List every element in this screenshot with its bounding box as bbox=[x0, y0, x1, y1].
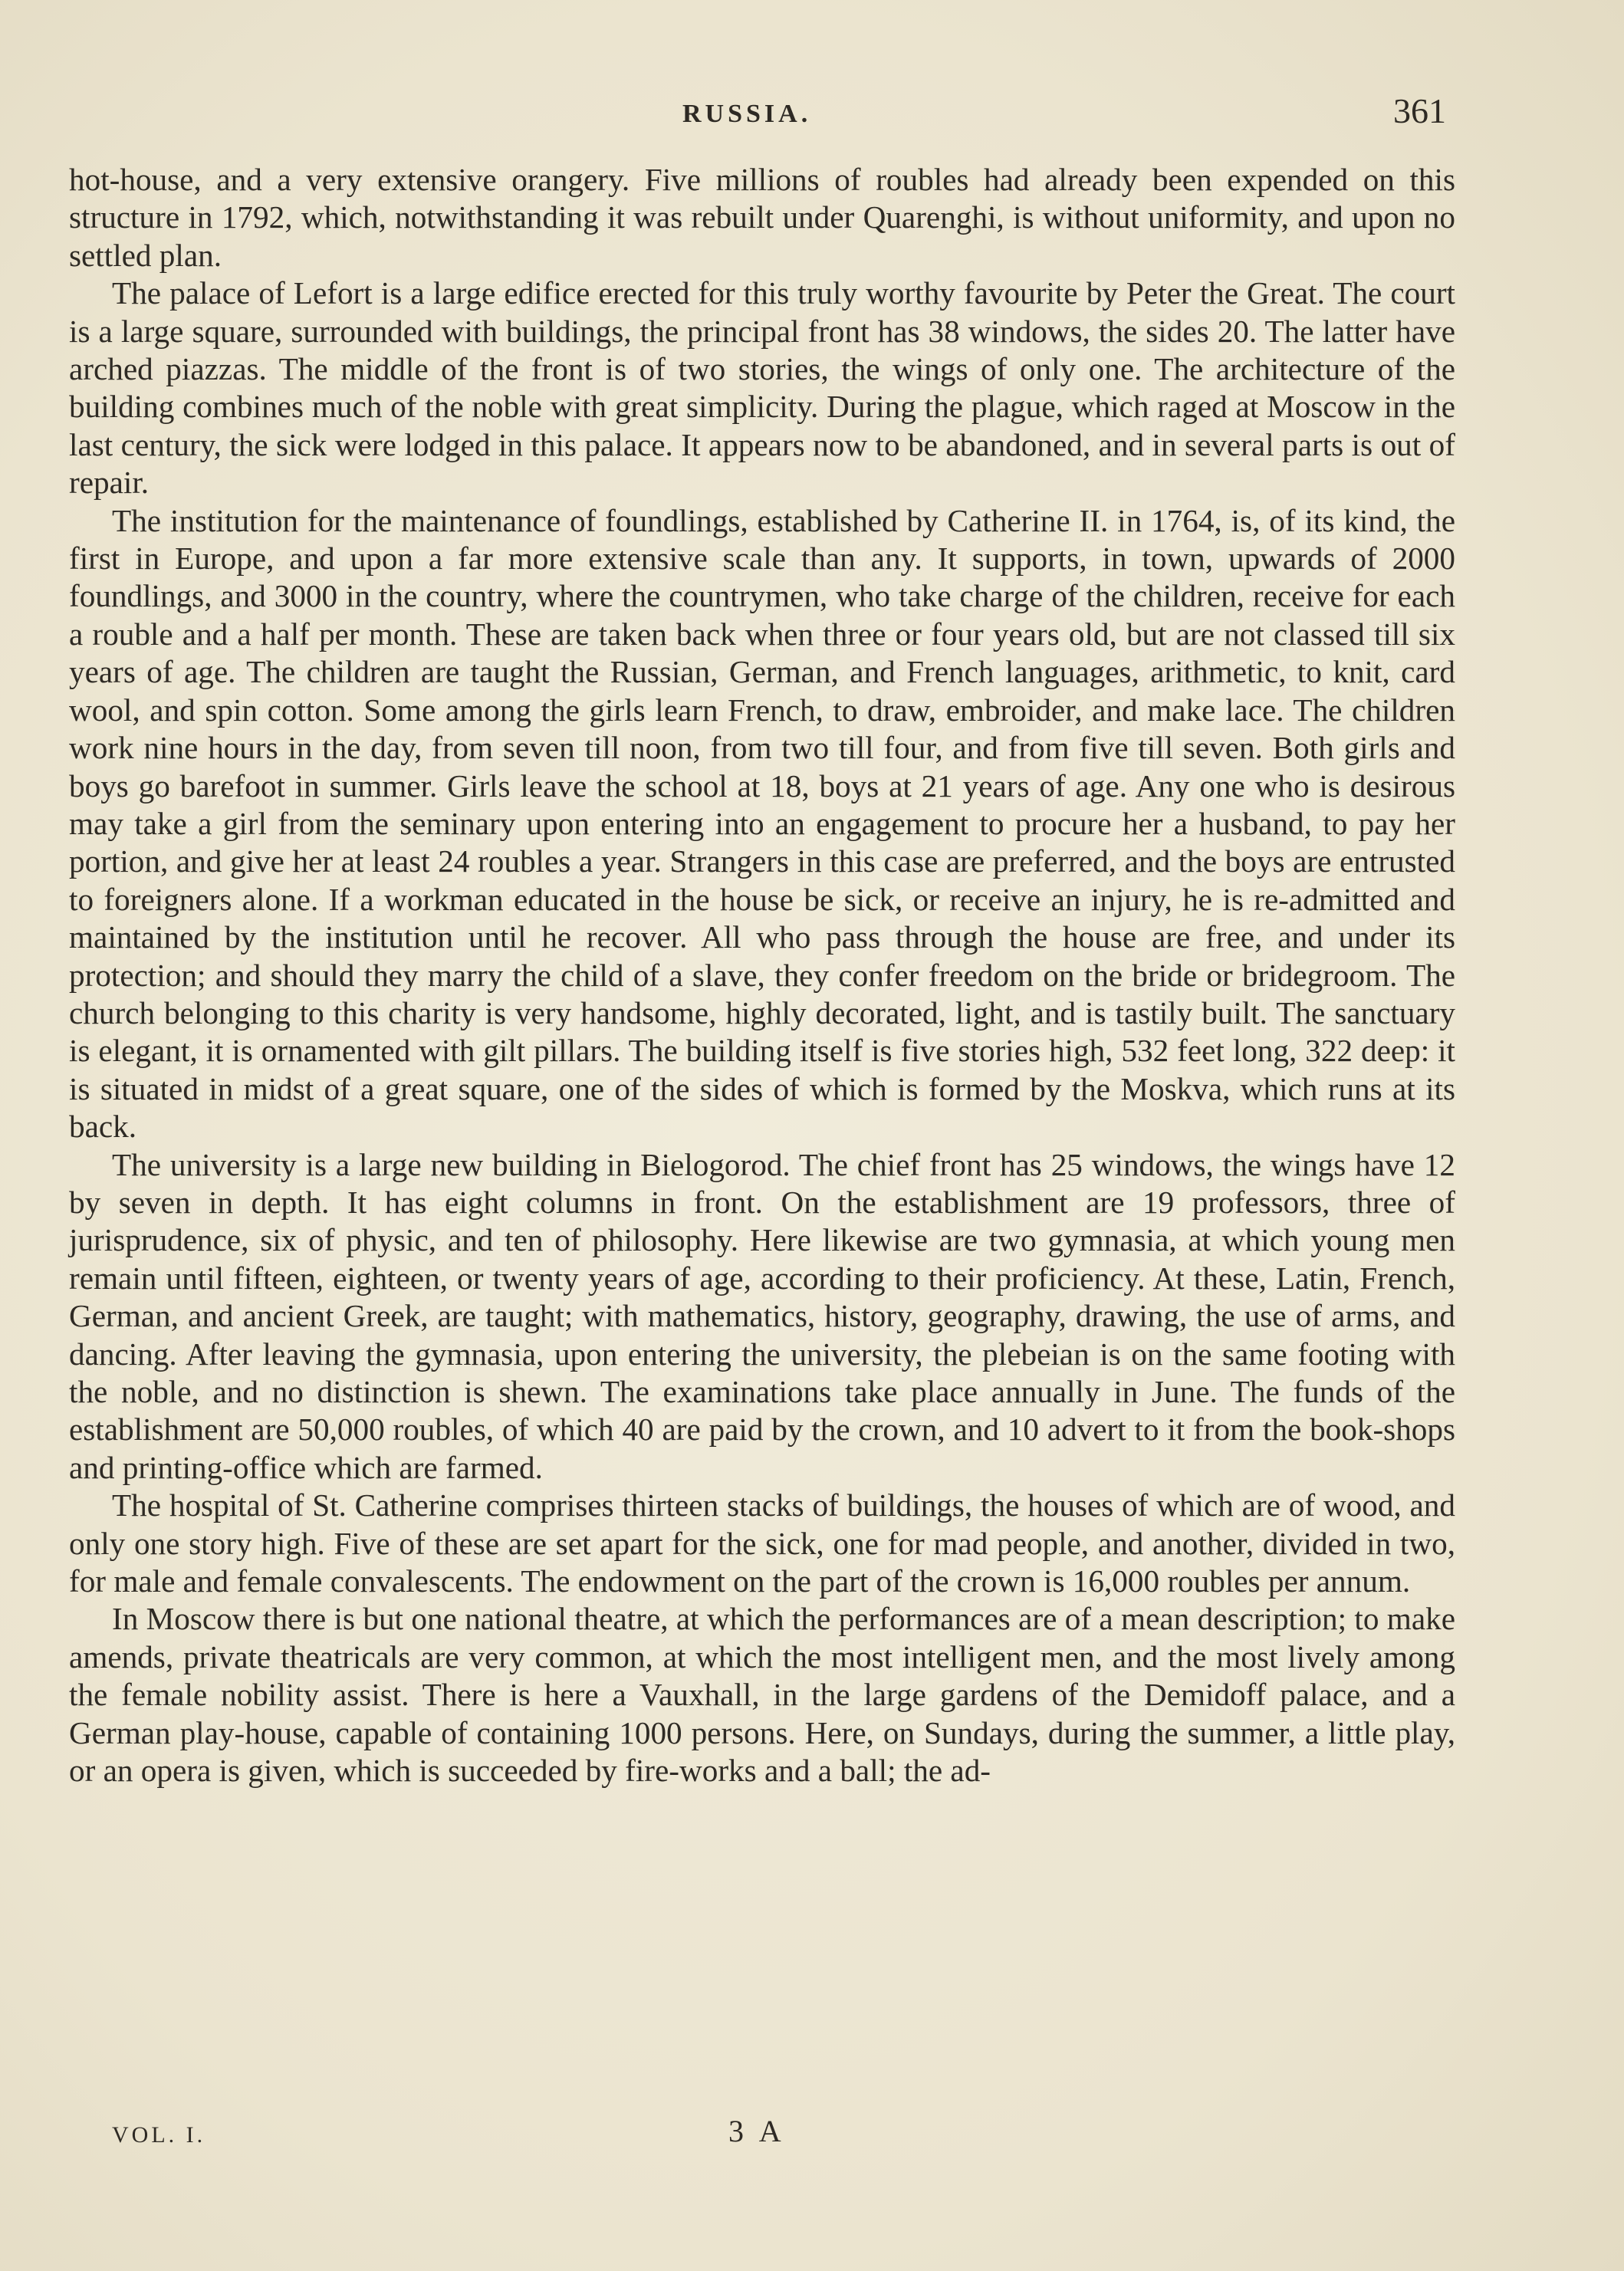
running-head bbox=[0, 90, 1624, 136]
volume-label: VOL. I. bbox=[112, 2122, 206, 2148]
paragraph-orangery-continuation: hot-house, and a very extensive orangery. Five millions of roubles had already been expended on this structure in 1792, which, notwithstanding it was rebuilt under Quarenghi, is without uniformity, and upon no settled plan. bbox=[69, 162, 1455, 273]
paragraph-lefort-palace: The palace of Lefort is a large edifice erected for this truly worthy favourite by Peter the Great. The court is a large square, surrounded with buildings, the principal front has 38 windows, the sides 20. The latter have arched piazzas. The middle of the front is of two stories, the wings of only one. The architecture of the building combines much of the noble with great simplicity. During the plague, which raged at Moscow in the last century, the sick were lodged in this palace. It appears now to be abandoned, and in several parts is out of repair. bbox=[69, 275, 1455, 501]
paragraph-st-catherine-hospital: The hospital of St. Catherine comprises thirteen stacks of buildings, the houses of which are of wood, and only one story high. Five of these are set apart for the sick, one for mad people, and another, divided in two, for male and female convalescents. The endowment on the part of the crown is 16,000 roubles per annum. bbox=[69, 1487, 1455, 1599]
body-text bbox=[69, 161, 1455, 1790]
paragraph-foundling-institution: The institution for the maintenance of foundlings, established by Catherine II. in 1764, is, of its kind, the first in Europe, and upon a far more extensive scale than any. It supports, in town, upwards of 2000 foundlings, and 3000 in the country, where the countrymen, who take charge of the children, receive for each a rouble and a half per month. These are taken back when three or four years old, but are not classed till six years of age. The children are taught the Russian, German, and French languages, arithmetic, to knit, card wool, and spin cotton. Some among the girls learn French, to draw, embroider, and make lace. The children work nine hours in the day, from seven till noon, from two till four, and from five till seven. Both girls and boys go barefoot in summer. Girls leave the school at 18, boys at 21 years of age. Any one who is desirous may take a girl from the seminary upon entering into an engagement to procure her a husband, to pay her portion, and give her at least 24 roubles a year. Strangers in this case are preferred, and the boys are entrusted to foreigners alone. If a workman educated in the house be sick, or receive an injury, he is re-admitted and maintained by the institution until he recover. All who pass through the house are free, and under its protection; and should they marry the child of a slave, they confer freedom on the bride or bridegroom. The church belonging to this charity is very handsome, highly decorated, light, and is tastily built. The sanctuary is elegant, it is ornamented with gilt pillars. The building itself is five stories high, 532 feet long, 322 deep: it is situated in midst of a great square, one of the sides of which is formed by the Moskva, which runs at its back. bbox=[69, 502, 1455, 1145]
signature-mark: 3 A bbox=[728, 2114, 786, 2148]
page-footer bbox=[0, 2113, 1624, 2159]
paragraph-moscow-theatre: In Moscow there is but one national theatre, at which the performances are of a mean description; to make amends, private theatricals are very common, at which the most intelligent men, and the most lively among the female nobility assist. There is here a Vauxhall, in the large gardens of the Demidoff palace, and a German play-house, capable of containing 1000 persons. Here, on Sundays, during the summer, a little play, or an opera is given, which is succeeded by fire-works and a ball; the ad- bbox=[69, 1601, 1455, 1789]
paragraph-university: The university is a large new building in Bielogorod. The chief front has 25 windows, the wings have 12 by seven in depth. It has eight columns in front. On the establishment are 19 professors, three of jurisprudence, six of physic, and ten of philosophy. Here likewise are two gymnasia, at which young men remain until fifteen, eighteen, or twenty years of age, according to their proficiency. At these, Latin, French, German, and ancient Greek, are taught; with mathematics, history, geography, drawing, the use of arms, and dancing. After leaving the gymnasia, upon entering the university, the plebeian is on the same footing with the noble, and no distinction is shewn. The examinations take place annually in June. The funds of the establishment are 50,000 roubles, of which 40 are paid by the crown, and 10 advert to it from the book-shops and printing-office which are farmed. bbox=[69, 1146, 1455, 1485]
running-title: RUSSIA. bbox=[682, 100, 812, 128]
page-number: 361 bbox=[1393, 91, 1446, 130]
